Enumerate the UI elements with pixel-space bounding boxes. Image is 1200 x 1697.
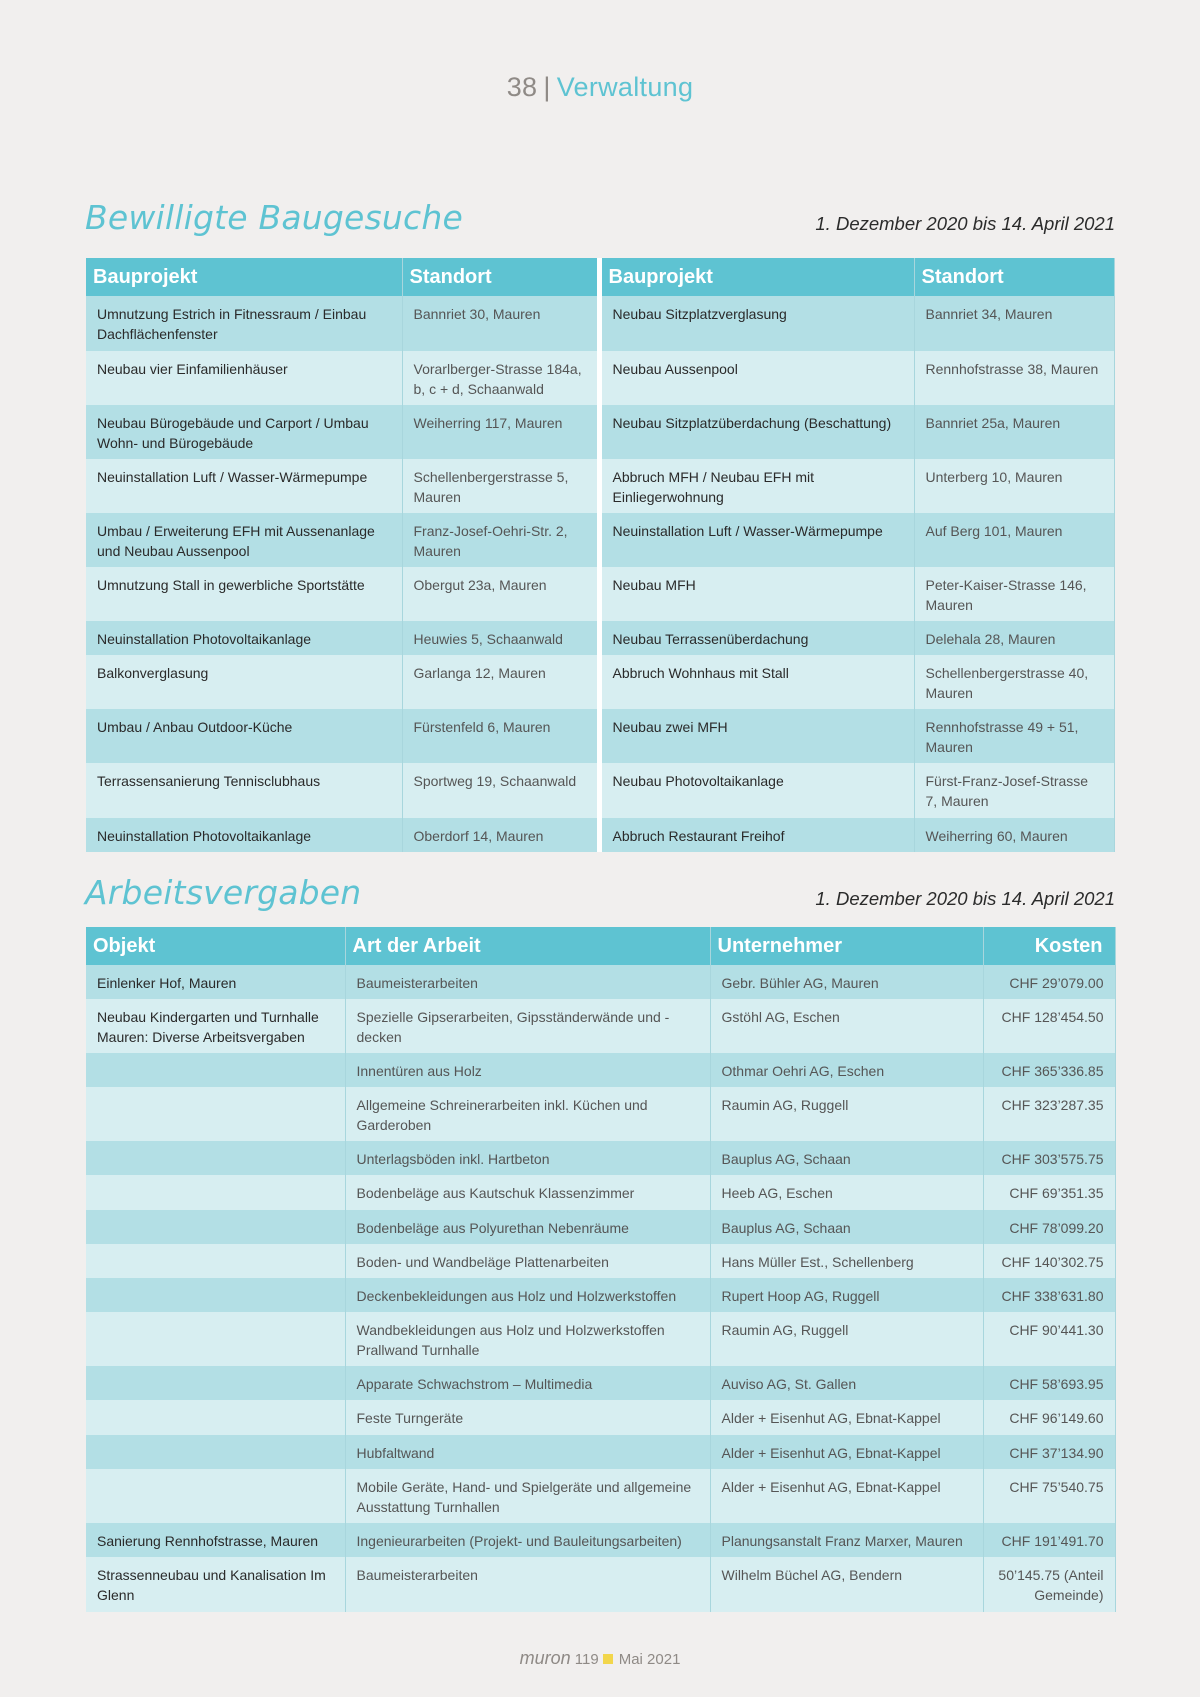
cell-art: Ingenieurarbeiten (Projekt- und Bauleitungsarbeiten)	[345, 1523, 710, 1557]
table-row	[86, 1210, 1115, 1244]
cell-objekt	[86, 1469, 345, 1523]
col-header-unternehmer: Unternehmer	[710, 927, 983, 965]
cell-kosten: CHF 191’491.70	[983, 1523, 1115, 1557]
cell-bauprojekt: Neubau Sitzplatzüberdachung (Beschattung)	[599, 405, 914, 459]
cell-kosten: CHF 96’149.60	[983, 1400, 1115, 1435]
table-row	[86, 513, 1114, 567]
cell-objekt	[86, 1141, 345, 1175]
baugesuche-table	[86, 258, 1115, 852]
cell-bauprojekt: Abbruch MFH / Neubau EFH mit Einliegerwohnung	[599, 459, 914, 513]
table-row	[86, 709, 1114, 763]
table-row	[86, 296, 1114, 351]
table-row	[86, 1053, 1115, 1087]
footer-date: Mai 2021	[618, 1651, 681, 1668]
cell-art: Mobile Geräte, Hand- und Spielgeräte und allgemeine Ausstattung Turnhallen	[345, 1469, 710, 1523]
table-row	[86, 1523, 1115, 1557]
cell-standort: Schellenbergerstrasse 5, Mauren	[402, 459, 599, 513]
cell-standort: Bannriet 34, Mauren	[914, 296, 1114, 351]
cell-objekt: Sanierung Rennhofstrasse, Mauren	[86, 1523, 345, 1557]
cell-kosten: 50’145.75 (Anteil Gemeinde)	[983, 1557, 1115, 1612]
section-title: Verwaltung	[556, 72, 694, 102]
table-row	[86, 655, 1114, 709]
cell-unternehmer: Alder + Eisenhut AG, Ebnat-Kappel	[710, 1435, 983, 1469]
col-header-standort: Standort	[914, 258, 1114, 296]
arbeitsvergaben-title: Arbeitsvergaben	[85, 873, 362, 912]
footer-brand: muron	[519, 1648, 571, 1668]
cell-standort: Fürst-Franz-Josef-Strasse 7, Mauren	[914, 763, 1114, 818]
cell-art: Bodenbeläge aus Kautschuk Klassenzimmer	[345, 1175, 710, 1210]
cell-bauprojekt: Umbau / Anbau Outdoor-Küche	[86, 709, 402, 763]
cell-objekt	[86, 1312, 345, 1366]
cell-standort: Auf Berg 101, Mauren	[914, 513, 1114, 567]
cell-art: Apparate Schwachstrom – Multimedia	[345, 1366, 710, 1400]
cell-bauprojekt: Neubau vier Einfamilienhäuser	[86, 351, 402, 405]
cell-standort: Delehala 28, Mauren	[914, 621, 1114, 655]
cell-objekt: Strassenneubau und Kanalisation Im Glenn	[86, 1557, 345, 1612]
cell-kosten: CHF 75’540.75	[983, 1469, 1115, 1523]
baugesuche-title: Bewilligte Baugesuche	[85, 198, 463, 237]
cell-art: Bodenbeläge aus Polyurethan Nebenräume	[345, 1210, 710, 1244]
cell-standort: Peter-Kaiser-Strasse 146, Mauren	[914, 567, 1114, 621]
table-row	[86, 1469, 1115, 1523]
cell-unternehmer: Heeb AG, Eschen	[710, 1175, 983, 1210]
cell-bauprojekt: Terrassensanierung Tennisclubhaus	[86, 763, 402, 818]
cell-art: Baumeisterarbeiten	[345, 1557, 710, 1612]
cell-standort: Bannriet 25a, Mauren	[914, 405, 1114, 459]
cell-bauprojekt: Umnutzung Stall in gewerbliche Sportstätte	[86, 567, 402, 621]
cell-art: Wandbekleidungen aus Holz und Holzwerkstoffen Prallwand Turnhalle	[345, 1312, 710, 1366]
footer-issue: 119	[574, 1651, 599, 1668]
cell-kosten: CHF 37’134.90	[983, 1435, 1115, 1469]
table-row	[86, 1312, 1115, 1366]
cell-art: Unterlagsböden inkl. Hartbeton	[345, 1141, 710, 1175]
table-row	[86, 1175, 1115, 1210]
cell-unternehmer: Bauplus AG, Schaan	[710, 1210, 983, 1244]
table-row	[86, 999, 1115, 1053]
footer-square-icon	[603, 1654, 613, 1664]
cell-standort: Weiherring 117, Mauren	[402, 405, 599, 459]
cell-bauprojekt: Abbruch Restaurant Freihof	[599, 818, 914, 852]
cell-objekt: Neubau Kindergarten und Turnhalle Mauren: Diverse Arbeitsvergaben	[86, 999, 345, 1053]
col-header-kosten: Kosten	[983, 927, 1115, 965]
col-header-objekt: Objekt	[86, 927, 345, 965]
cell-standort: Garlanga 12, Mauren	[402, 655, 599, 709]
cell-unternehmer: Gebr. Bühler AG, Mauren	[710, 965, 983, 999]
cell-unternehmer: Hans Müller Est., Schellenberg	[710, 1244, 983, 1278]
arbeitsvergaben-date-range: 1. Dezember 2020 bis 14. April 2021	[815, 888, 1115, 909]
table-row	[86, 405, 1114, 459]
cell-unternehmer: Rupert Hoop AG, Ruggell	[710, 1278, 983, 1312]
cell-bauprojekt: Neubau Terrassenüberdachung	[599, 621, 914, 655]
cell-bauprojekt: Neuinstallation Photovoltaikanlage	[86, 818, 402, 852]
cell-bauprojekt: Neubau Photovoltaikanlage	[599, 763, 914, 818]
cell-bauprojekt: Neuinstallation Luft / Wasser-Wärmepumpe	[599, 513, 914, 567]
cell-standort: Bannriet 30, Mauren	[402, 296, 599, 351]
cell-kosten: CHF 90’441.30	[983, 1312, 1115, 1366]
cell-objekt: Einlenker Hof, Mauren	[86, 965, 345, 999]
cell-standort: Weiherring 60, Mauren	[914, 818, 1114, 852]
cell-unternehmer: Gstöhl AG, Eschen	[710, 999, 983, 1053]
cell-art: Innentüren aus Holz	[345, 1053, 710, 1087]
cell-art: Boden- und Wandbeläge Plattenarbeiten	[345, 1244, 710, 1278]
arbeitsvergaben-table	[86, 927, 1116, 1612]
cell-standort: Rennhofstrasse 38, Mauren	[914, 351, 1114, 405]
cell-objekt	[86, 1278, 345, 1312]
cell-kosten: CHF 29’079.00	[983, 965, 1115, 999]
table-row	[86, 1244, 1115, 1278]
cell-bauprojekt: Neubau Aussenpool	[599, 351, 914, 405]
table-row	[86, 763, 1114, 818]
cell-bauprojekt: Balkonverglasung	[86, 655, 402, 709]
table-row	[86, 621, 1114, 655]
cell-objekt	[86, 1210, 345, 1244]
cell-standort: Sportweg 19, Schaanwald	[402, 763, 599, 818]
cell-art: Feste Turngeräte	[345, 1400, 710, 1435]
table-row	[86, 1278, 1115, 1312]
cell-objekt	[86, 1366, 345, 1400]
cell-kosten: CHF 128’454.50	[983, 999, 1115, 1053]
cell-art: Deckenbekleidungen aus Holz und Holzwerkstoffen	[345, 1278, 710, 1312]
cell-unternehmer: Othmar Oehri AG, Eschen	[710, 1053, 983, 1087]
cell-kosten: CHF 58’693.95	[983, 1366, 1115, 1400]
table-row	[86, 351, 1114, 405]
cell-unternehmer: Raumin AG, Ruggell	[710, 1312, 983, 1366]
cell-standort: Schellenbergerstrasse 40, Mauren	[914, 655, 1114, 709]
cell-standort: Rennhofstrasse 49 + 51, Mauren	[914, 709, 1114, 763]
header-separator: |	[543, 72, 551, 102]
cell-bauprojekt: Abbruch Wohnhaus mit Stall	[599, 655, 914, 709]
arbeitsvergaben-header-row	[86, 927, 1115, 965]
baugesuche-date-range: 1. Dezember 2020 bis 14. April 2021	[815, 213, 1115, 234]
cell-bauprojekt: Umnutzung Estrich in Fitnessraum / Einbau Dachflächenfenster	[86, 296, 402, 351]
cell-objekt	[86, 1244, 345, 1278]
cell-kosten: CHF 303’575.75	[983, 1141, 1115, 1175]
cell-standort: Obergut 23a, Mauren	[402, 567, 599, 621]
cell-standort: Oberdorf 14, Mauren	[402, 818, 599, 852]
page-footer	[0, 1648, 1200, 1669]
cell-unternehmer: Alder + Eisenhut AG, Ebnat-Kappel	[710, 1469, 983, 1523]
table-row	[86, 818, 1114, 852]
cell-bauprojekt: Neubau MFH	[599, 567, 914, 621]
cell-objekt	[86, 1053, 345, 1087]
table-row	[86, 567, 1114, 621]
cell-kosten: CHF 140’302.75	[983, 1244, 1115, 1278]
table-row	[86, 1400, 1115, 1435]
cell-objekt	[86, 1175, 345, 1210]
table-row	[86, 1087, 1115, 1141]
cell-bauprojekt: Neuinstallation Photovoltaikanlage	[86, 621, 402, 655]
cell-kosten: CHF 323’287.35	[983, 1087, 1115, 1141]
cell-standort: Vorarlberger-Strasse 184a, b, c + d, Schaanwald	[402, 351, 599, 405]
cell-objekt	[86, 1400, 345, 1435]
page-number: 38	[506, 72, 538, 102]
cell-bauprojekt: Neubau Sitzplatzverglasung	[599, 296, 914, 351]
table-row	[86, 1141, 1115, 1175]
col-header-art: Art der Arbeit	[345, 927, 710, 965]
cell-bauprojekt: Neubau Bürogebäude und Carport / Umbau Wohn- und Bürogebäude	[86, 405, 402, 459]
cell-unternehmer: Raumin AG, Ruggell	[710, 1087, 983, 1141]
cell-art: Allgemeine Schreinerarbeiten inkl. Küchen und Garderoben	[345, 1087, 710, 1141]
cell-bauprojekt: Neubau zwei MFH	[599, 709, 914, 763]
table-row	[86, 965, 1115, 999]
cell-kosten: CHF 69’351.35	[983, 1175, 1115, 1210]
page-header	[0, 72, 1200, 103]
cell-unternehmer: Alder + Eisenhut AG, Ebnat-Kappel	[710, 1400, 983, 1435]
table-row	[86, 1435, 1115, 1469]
cell-kosten: CHF 78’099.20	[983, 1210, 1115, 1244]
cell-unternehmer: Auviso AG, St. Gallen	[710, 1366, 983, 1400]
table-row	[86, 459, 1114, 513]
cell-bauprojekt: Umbau / Erweiterung EFH mit Aussenanlage und Neubau Aussenpool	[86, 513, 402, 567]
cell-art: Baumeisterarbeiten	[345, 965, 710, 999]
col-header-standort: Standort	[402, 258, 599, 296]
cell-standort: Franz-Josef-Oehri-Str. 2, Mauren	[402, 513, 599, 567]
cell-kosten: CHF 338’631.80	[983, 1278, 1115, 1312]
cell-unternehmer: Wilhelm Büchel AG, Bendern	[710, 1557, 983, 1612]
cell-standort: Heuwies 5, Schaanwald	[402, 621, 599, 655]
cell-art: Hubfaltwand	[345, 1435, 710, 1469]
baugesuche-header-row	[86, 258, 1114, 296]
cell-unternehmer: Planungsanstalt Franz Marxer, Mauren	[710, 1523, 983, 1557]
cell-objekt	[86, 1435, 345, 1469]
table-row	[86, 1366, 1115, 1400]
cell-objekt	[86, 1087, 345, 1141]
cell-kosten: CHF 365’336.85	[983, 1053, 1115, 1087]
table-row	[86, 1557, 1115, 1612]
col-header-bauprojekt: Bauprojekt	[599, 258, 914, 296]
col-header-bauprojekt: Bauprojekt	[86, 258, 402, 296]
cell-standort: Unterberg 10, Mauren	[914, 459, 1114, 513]
cell-bauprojekt: Neuinstallation Luft / Wasser-Wärmepumpe	[86, 459, 402, 513]
cell-unternehmer: Bauplus AG, Schaan	[710, 1141, 983, 1175]
cell-standort: Fürstenfeld 6, Mauren	[402, 709, 599, 763]
cell-art: Spezielle Gipserarbeiten, Gipsständerwände und -decken	[345, 999, 710, 1053]
